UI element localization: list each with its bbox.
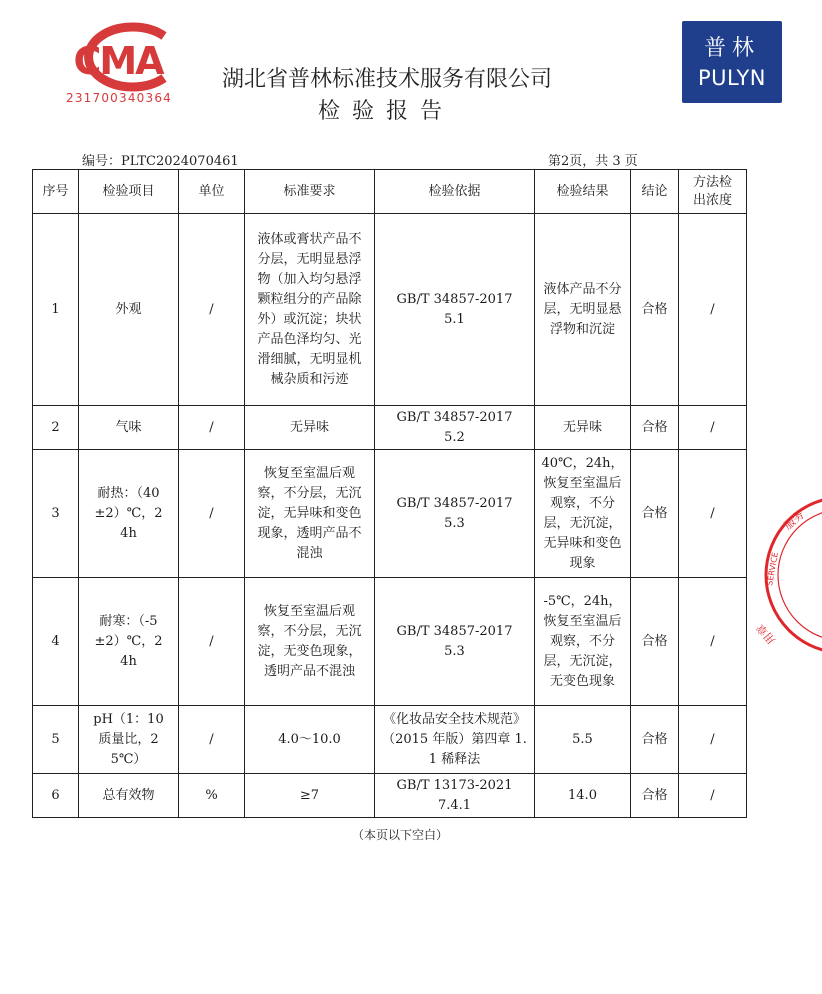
cell-detect: / [679,214,747,406]
cell-detect: / [679,706,747,774]
table-row [33,774,747,818]
cell-result: 14.0 [535,774,631,818]
cell-unit: / [179,406,245,450]
cell-basis: 《化妆品安全技术规范》（2015 年版）第四章 1.1 稀释法 [375,706,535,774]
cell-result: 5.5 [535,706,631,774]
cell-basis: GB/T 34857-2017 5.1 [375,214,535,406]
cell-requirement: 恢复至室温后观察，不分层，无沉淀，无异味和变色现象，透明产品不混浊 [245,450,375,578]
blank-below-note: （本页以下空白） [351,828,448,842]
cell-unit: / [179,578,245,706]
cell-conclusion: 合格 [631,214,679,406]
svg-text:用章: 用章 [754,621,779,647]
cma-logo-text: CMA [73,39,163,83]
svg-text:服务: 服务 [781,508,807,533]
header-cell: 结论 [631,170,679,214]
cell-result: 40℃，24h，恢复至室温后观察，不分层，无沉淀，无异味和变色现象 [535,450,631,578]
cell-basis: GB/T 34857-2017 5.3 [375,578,535,706]
table-row [33,214,747,406]
brand-logo-cn: 普林 [703,36,760,61]
cell-detect: / [679,774,747,818]
page-indicator: 第2页，共 3 页 [548,154,638,169]
header-cell: 单位 [179,170,245,214]
cell-item: 气味 [79,406,179,450]
cell-no: 4 [33,578,79,706]
header-cell: 检验依据 [375,170,535,214]
brand-logo-en: PULYN [698,66,766,90]
cell-item: 耐热：（40±2）℃，24h [79,450,179,578]
header-cell: 检验项目 [79,170,179,214]
cell-basis: GB/T 13173-2021 7.4.1 [375,774,535,818]
cell-conclusion: 合格 [631,406,679,450]
cma-logo [52,22,182,92]
cell-basis: GB/T 34857-2017 5.2 [375,406,535,450]
cell-no: 2 [33,406,79,450]
cell-result: 液体产品不分层，无明显悬浮物和沉淀 [535,214,631,406]
report-title: 检验报告 [317,99,454,124]
cell-detect: / [679,450,747,578]
cell-item: 外观 [79,214,179,406]
cell-conclusion: 合格 [631,578,679,706]
cell-requirement: 液体或膏状产品不分层，无明显悬浮物（加入均匀悬浮颗粒组分的产品除外）或沉淀；块状产品色泽均匀、光滑细腻，无明显机械杂质和污迹 [245,214,375,406]
table-row [33,406,747,450]
company-name: 湖北省普林标准技术服务有限公司 [221,67,552,92]
report-number: 编号：PLTC2024070461 [82,154,239,169]
cell-conclusion: 合格 [631,774,679,818]
cell-requirement: 无异味 [245,406,375,450]
cell-unit: / [179,214,245,406]
cell-conclusion: 合格 [631,706,679,774]
cell-result: 无异味 [535,406,631,450]
cell-requirement: 恢复至室温后观察，不分层，无沉淀，无变色现象，透明产品不混浊 [245,578,375,706]
table-row [33,706,747,774]
header-cell: 序号 [33,170,79,214]
cell-no: 6 [33,774,79,818]
table-header-row [33,170,747,214]
cell-basis: GB/T 34857-2017 5.3 [375,450,535,578]
cell-unit: / [179,706,245,774]
svg-text:SERVICE: SERVICE [765,551,780,587]
inspection-table [32,169,747,818]
seal-stamp [754,490,822,660]
table-row [33,450,747,578]
cell-no: 1 [33,214,79,406]
cell-detect: / [679,406,747,450]
cell-no: 3 [33,450,79,578]
cell-result: -5℃，24h，恢复至室温后观察，不分层，无沉淀，无变色现象 [535,578,631,706]
cell-conclusion: 合格 [631,450,679,578]
header-cell: 方法检出浓度 [679,170,747,214]
cell-item: 总有效物 [79,774,179,818]
cell-requirement: 4.0～10.0 [245,706,375,774]
header-cell: 标准要求 [245,170,375,214]
cell-unit: % [179,774,245,818]
cell-requirement: ≥7 [245,774,375,818]
brand-logo [682,21,782,103]
cell-unit: / [179,450,245,578]
cell-item: 耐寒：（-5±2）℃，24h [79,578,179,706]
cell-item: pH（1：10质量比，25℃） [79,706,179,774]
cma-certificate-number: 231700340364 [65,91,173,105]
header-cell: 检验结果 [535,170,631,214]
cell-no: 5 [33,706,79,774]
table-row [33,578,747,706]
cell-detect: / [679,578,747,706]
